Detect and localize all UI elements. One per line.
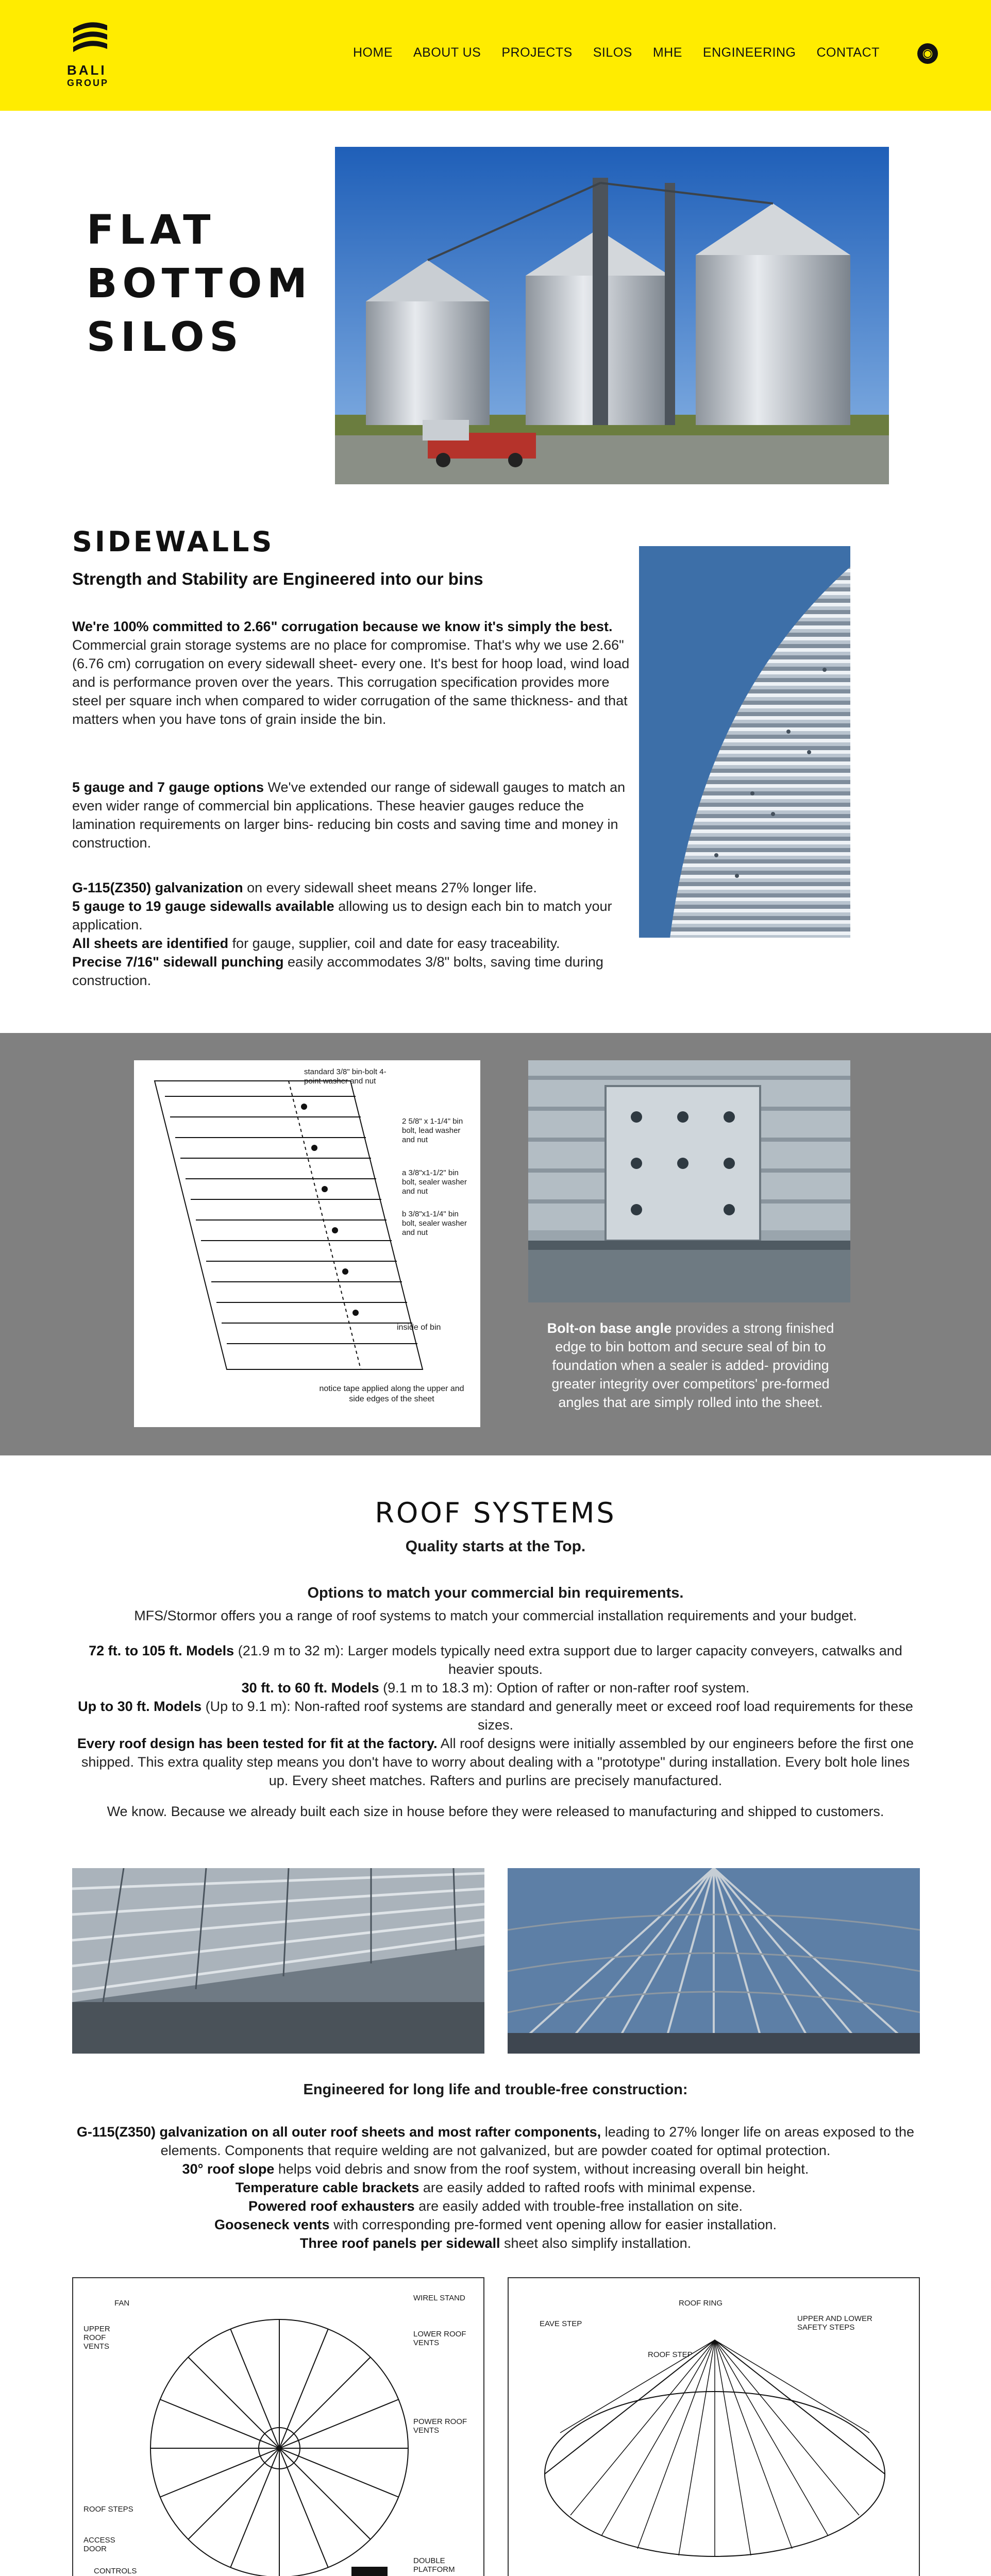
callout-bolt-lead: 2 5/8" x 1-1/4" bin bolt, lead washer and nut <box>402 1117 463 1144</box>
hero-title-line: FLAT <box>87 207 216 253</box>
feature-item <box>72 878 634 897</box>
text-bold: 5 gauge to 19 gauge sidewalls available <box>72 899 334 914</box>
roof-options-title: Options to match your commercial bin requirements. <box>307 1585 684 1601</box>
label-fan: FAN <box>114 2299 130 2308</box>
site-header <box>0 0 991 111</box>
callout-bolt-b: b 3/8"x1-1/4" bin bolt, sealer washer and nut <box>402 1210 467 1237</box>
label-access-door: ACCESS DOOR <box>83 2536 115 2553</box>
nav-engineering[interactable]: ENGINEERING <box>702 45 796 60</box>
text-bold: G-115(Z350) galvanization <box>72 880 243 895</box>
text-bold: Three roof panels per sidewall <box>299 2235 500 2251</box>
text-bold: Temperature cable brackets <box>235 2180 419 2195</box>
label-double-platform: DOUBLE PLATFORM <box>413 2556 455 2574</box>
roof-interior-photo-left <box>72 1868 484 2054</box>
diagram-bottom-note: notice tape applied along the upper and side edges of the sheet <box>319 1384 464 1403</box>
feature-item <box>72 2234 919 2252</box>
bali-logo-mark <box>71 18 109 59</box>
text: (Up to 9.1 m): Non-rafted roof systems are standard and generally meet or exceed roof load requirements for these sizes. <box>201 1699 913 1733</box>
sidewall-bolting-diagram <box>134 1060 480 1427</box>
roof-feature-list <box>72 2123 919 2252</box>
label-roof-steps: ROOF STEPS <box>83 2505 133 2514</box>
roof-structure-diagram-right <box>508 2277 920 2576</box>
text: easily accommodates 3/8" bolts, saving time during construction. <box>72 954 603 988</box>
text: All roof designs were initially assembled by our engineers before the first one shipped. This extra quality step means you don't have to worry about dealing with a "prototype" during installation. Every bolt hole lines up. Every sheet matches. Rafters and purlins are precisely manufactured. <box>81 1736 914 1788</box>
nav-about-us[interactable]: ABOUT US <box>413 45 481 60</box>
text: for gauge, supplier, coil and date for easy traceability. <box>228 936 560 951</box>
text: allowing us to design each bin to match your application. <box>72 899 612 933</box>
nav-mhe[interactable]: MHE <box>652 45 682 60</box>
feature-item <box>72 897 634 934</box>
roof-interior-photo-right <box>508 1868 920 2054</box>
text: (9.1 m to 18.3 m): Option of rafter or non-rafter roof system. <box>379 1680 750 1696</box>
roof-systems-title: ROOF SYSTEMS <box>375 1497 616 1529</box>
feature-item <box>72 2178 919 2197</box>
callout-bolt-standard: standard 3/8" bin-bolt 4-point washer and nut <box>304 1067 387 1086</box>
text: leading to 27% longer life on areas exposed to the elements. Components that require welding are not galvanized, but are powder coated for optimal protection. <box>160 2124 915 2158</box>
label-lower-roof-vents: LOWER ROOF VENTS <box>413 2330 466 2347</box>
sidewalls-paragraph-2 <box>72 778 634 852</box>
model-item <box>72 1641 919 1679</box>
text: sheet also simplify installation. <box>500 2235 692 2251</box>
text-bold: Up to 30 ft. Models <box>78 1699 202 1714</box>
nav-home[interactable]: HOME <box>353 45 393 60</box>
sidewalls-feature-list <box>72 878 634 990</box>
text-bold: 30° roof slope <box>182 2161 275 2177</box>
text: Commercial grain storage systems are no place for compromise. That's why we use 2.66" (6.76 cm) corrugation on every sidewall sheet- every one. It's best for hoop load, wind load and is performance proven over the years. This corrugation specification provides more steel per square inch when compared to wider corrugation of the same thickness- and that matters when you have tons of grain inside the bin. <box>72 637 630 727</box>
text-bold: 5 gauge and 7 gauge options <box>72 779 264 795</box>
text: on every sidewall sheet means 27% longer life. <box>243 880 537 895</box>
globe-icon[interactable]: ◉ <box>917 43 938 64</box>
bolt-on-base-angle-photo <box>528 1060 850 1302</box>
callout-bolt-a: a 3/8"x1-1/2" bin bolt, sealer washer and nut <box>402 1168 467 1196</box>
main-nav <box>343 45 890 66</box>
logo-word: BALI <box>67 62 107 78</box>
roof-structure-diagram-left <box>72 2277 484 2576</box>
bali-logo[interactable] <box>67 18 113 90</box>
label-wirel-stand: WIREL STAND <box>413 2294 465 2302</box>
text-bold: Gooseneck vents <box>214 2217 330 2232</box>
roof-models-list <box>72 1641 919 1821</box>
text: We've extended our range of sidewall gauges to match an even wider range of commercial bin applications. These heavier gauges reduce the lamination requirements on larger bins- reducing bin costs and saving time and money in construction. <box>72 779 626 851</box>
know-paragraph: We know. Because we already built each size in house before they were released to manufacturing and shipped to customers. <box>107 1804 884 1819</box>
text-bold: 72 ft. to 105 ft. Models <box>89 1643 234 1658</box>
text-bold: G-115(Z350) galvanization on all outer roof sheets and most rafter components, <box>76 2124 601 2140</box>
text-bold: Every roof design has been tested for fit at the factory. <box>77 1736 438 1751</box>
label-upper-roof-vents: UPPER ROOF VENTS <box>83 2325 110 2351</box>
sidewalls-paragraph-1 <box>72 617 634 728</box>
nav-contact[interactable]: CONTACT <box>816 45 880 60</box>
hero-title-line: BOTTOM <box>87 261 312 307</box>
text-bold: All sheets are identified <box>72 936 229 951</box>
label-eave-step: EAVE STEP <box>540 2319 582 2328</box>
label-roof-step: ROOF STEP <box>648 2350 693 2359</box>
label-controls: CONTROLS <box>94 2567 137 2575</box>
feature-item <box>72 934 634 953</box>
label-safety-steps: UPPER AND LOWER SAFETY STEPS <box>797 2314 872 2332</box>
feature-item <box>72 953 634 990</box>
hero-title-line: SILOS <box>87 314 244 361</box>
text: are easily added with trouble-free installation on site. <box>414 2198 743 2214</box>
text-bold: Precise 7/16" sidewall punching <box>72 954 284 970</box>
hero-silo-photo <box>335 147 889 484</box>
feature-item <box>72 2160 919 2178</box>
base-angle-caption <box>531 1319 850 1412</box>
sidewalls-subtitle: Strength and Stability are Engineered into our bins <box>72 569 483 588</box>
text: are easily added to rafted roofs with minimal expense. <box>419 2180 756 2195</box>
text-bold: Bolt-on base angle <box>547 1320 672 1336</box>
label-roof-ring: ROOF RING <box>679 2299 723 2308</box>
label-power-roof-vents: POWER ROOF VENTS <box>413 2417 467 2435</box>
nav-silos[interactable]: SILOS <box>593 45 632 60</box>
text: with corresponding pre-formed vent opening allow for easier installation. <box>329 2217 777 2232</box>
text: helps void debris and snow from the roof system, without increasing overall bin height. <box>274 2161 809 2177</box>
sidewall-corrugation-photo <box>639 546 850 938</box>
feature-item <box>72 2197 919 2215</box>
text: provides a strong finished edge to bin bottom and secure seal of bin to foundation when a sealer is added- providing greater integrity over competitors' pre-formed angles that are simply rolled into the sheet. <box>551 1320 834 1410</box>
nav-projects[interactable]: PROJECTS <box>501 45 573 60</box>
roof-systems-subtitle: Quality starts at the Top. <box>405 1538 586 1555</box>
roof-life-title: Engineered for long life and trouble-free construction: <box>303 2081 688 2098</box>
sidewalls-title: SIDEWALLS <box>72 526 275 558</box>
inside-of-bin-label: inside of bin <box>397 1323 441 1332</box>
hero-title <box>87 204 312 364</box>
model-item <box>72 1679 919 1697</box>
roof-options-intro: MFS/Stormor offers you a range of roof systems to match your commercial installation requirements and your budget. <box>134 1608 857 1623</box>
test-paragraph <box>72 1734 919 1790</box>
feature-item <box>72 2215 919 2234</box>
logo-sub: GROUP <box>67 78 109 88</box>
text: (21.9 m to 32 m): Larger models typically need extra support due to larger capacity conveyers, catwalks and heavier spouts. <box>234 1643 902 1677</box>
text-bold: 30 ft. to 60 ft. Models <box>241 1680 379 1696</box>
model-item <box>72 1697 919 1734</box>
text-bold: Powered roof exhausters <box>248 2198 415 2214</box>
text-bold: We're 100% committed to 2.66" corrugation because we know it's simply the best. <box>72 619 613 634</box>
feature-item <box>72 2123 919 2160</box>
